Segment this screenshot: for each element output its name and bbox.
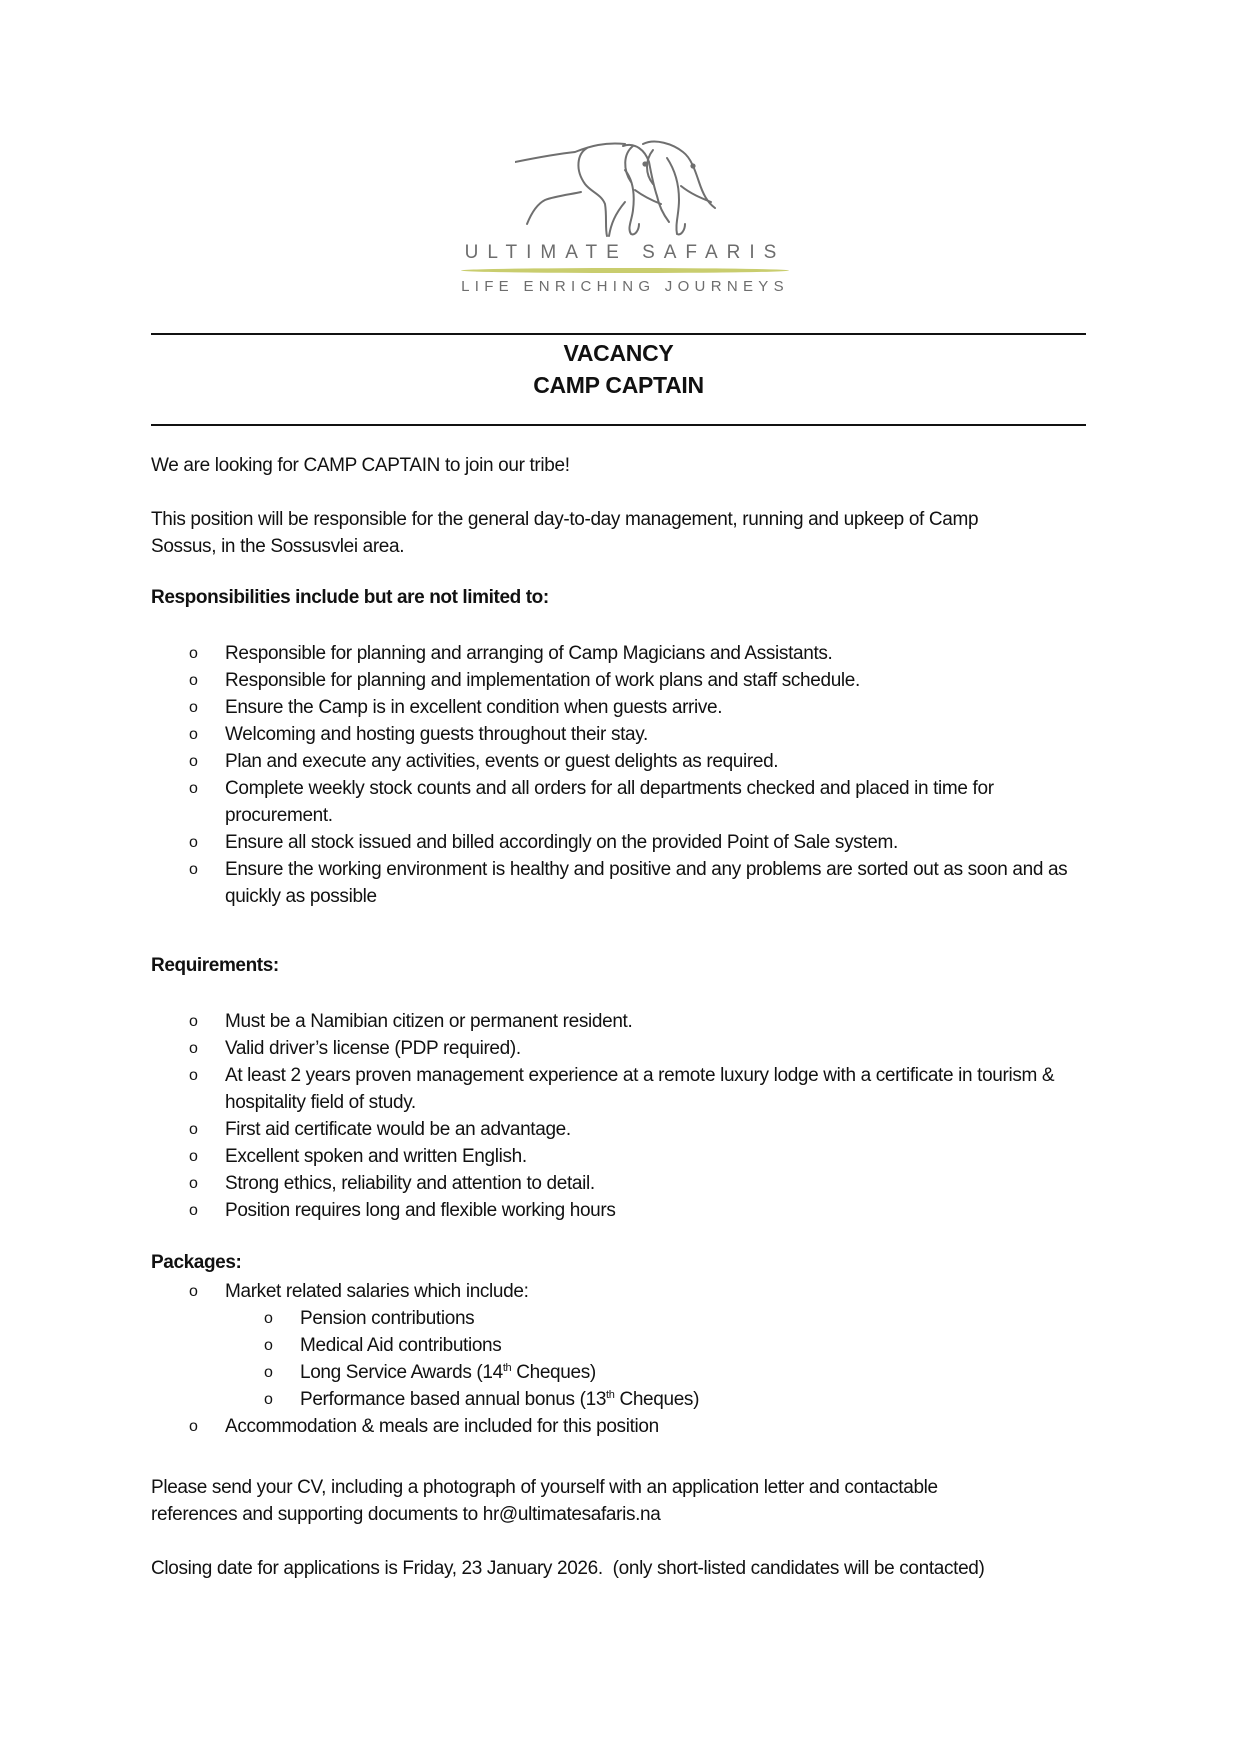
list-item: o Strong ethics, reliability and attention to detail. xyxy=(0,1170,1241,1197)
bullet-icon: o xyxy=(189,1121,198,1138)
list-item: o Plan and execute any activities, events or guest delights as required. xyxy=(0,748,1241,775)
list-item: o Excellent spoken and written English. xyxy=(0,1143,1241,1170)
description-line: This position will be responsible for the general day-to-day management, running and upkeep of Camp xyxy=(151,509,979,530)
closing-date: Closing date for applications is Friday, 23 January 2026. (only short-listed candidates will be contacted) xyxy=(151,1558,985,1579)
intro-text: We are looking for CAMP CAPTAIN to join our tribe! xyxy=(151,455,570,476)
bullet-icon: o xyxy=(189,1148,198,1165)
list-item: o At least 2 years proven management experience at a remote luxury lodge with a certificate in tourism & hospitality field of study. xyxy=(0,1062,1241,1116)
list-item: o Accommodation & meals are included for this position xyxy=(0,1413,1241,1440)
bullet-icon: o xyxy=(189,1283,198,1300)
responsibilities-heading: Responsibilities include but are not limited to: xyxy=(151,587,549,608)
elephants-icon xyxy=(515,140,735,240)
list-item: o Must be a Namibian citizen or permanent resident. xyxy=(0,1008,1241,1035)
bullet-icon: o xyxy=(264,1364,273,1381)
logo-brand-name: ULTIMATE SAFARIS xyxy=(464,242,786,263)
bullet-icon: o xyxy=(264,1310,273,1327)
sub-list-item: o Medical Aid contributions xyxy=(0,1332,1241,1359)
list-item: o Valid driver’s license (PDP required). xyxy=(0,1035,1241,1062)
list-item: o Position requires long and flexible working hours xyxy=(0,1197,1241,1224)
sub-list-item: o Performance based annual bonus (13th Cheques) xyxy=(0,1386,1241,1413)
list-item: o Market related salaries which include: xyxy=(0,1278,1241,1305)
bullet-icon: o xyxy=(189,1418,198,1435)
list-item: o Ensure the Camp is in excellent condition when guests arrive. xyxy=(0,694,1241,721)
packages-heading: Packages: xyxy=(151,1252,242,1273)
bottom-divider xyxy=(151,424,1086,426)
packages-list xyxy=(0,1278,1241,1440)
bullet-icon: o xyxy=(189,1202,198,1219)
application-instructions: Please send your CV, including a photograph of yourself with an application letter and contactable references and supporting documents to hr@ultimatesafaris.na xyxy=(151,1477,938,1525)
list-item: o Responsible for planning and implementation of work plans and staff schedule. xyxy=(0,667,1241,694)
list-item: o Ensure all stock issued and billed accordingly on the provided Point of Sale system. xyxy=(0,829,1241,856)
list-item: o First aid certificate would be an advantage. xyxy=(0,1116,1241,1143)
bullet-icon: o xyxy=(189,1175,198,1192)
bullet-icon: o xyxy=(189,780,198,797)
list-item: o Complete weekly stock counts and all orders for all departments checked and placed in time for procurement. xyxy=(0,775,1241,829)
logo-tagline: LIFE ENRICHING JOURNEYS xyxy=(461,278,789,295)
bullet-icon: o xyxy=(189,645,198,662)
list-item: o Ensure the working environment is healthy and positive and any problems are sorted out as soon and as quickly as possible xyxy=(0,856,1241,910)
requirements-heading: Requirements: xyxy=(151,955,279,976)
bullet-icon: o xyxy=(189,672,198,689)
bullet-icon: o xyxy=(264,1337,273,1354)
company-logo xyxy=(455,140,795,300)
bullet-icon: o xyxy=(189,726,198,743)
list-item: o Responsible for planning and arranging of Camp Magicians and Assistants. xyxy=(0,640,1241,667)
bullet-icon: o xyxy=(189,1040,198,1057)
requirements-list xyxy=(0,1008,1241,1224)
top-divider xyxy=(151,333,1086,335)
bullet-icon: o xyxy=(189,1067,198,1084)
description xyxy=(151,506,1091,560)
logo-swoosh xyxy=(461,268,789,273)
responsibilities-list xyxy=(0,640,1241,910)
sub-list-item: o Pension contributions xyxy=(0,1305,1241,1332)
email-link[interactable]: hr@ultimatesafaris.na xyxy=(482,1504,661,1525)
position-title: CAMP CAPTAIN xyxy=(533,372,704,398)
page-title: VACANCY xyxy=(563,340,674,366)
bullet-icon: o xyxy=(189,1013,198,1030)
description-line: Sossus, in the Sossusvlei area. xyxy=(151,536,405,557)
bullet-icon: o xyxy=(189,834,198,851)
bullet-icon: o xyxy=(189,699,198,716)
bullet-icon: o xyxy=(264,1391,273,1408)
bullet-icon: o xyxy=(189,861,198,878)
list-item: o Welcoming and hosting guests throughout their stay. xyxy=(0,721,1241,748)
sub-list-item: o Long Service Awards (14th Cheques) xyxy=(0,1359,1241,1386)
bullet-icon: o xyxy=(189,753,198,770)
